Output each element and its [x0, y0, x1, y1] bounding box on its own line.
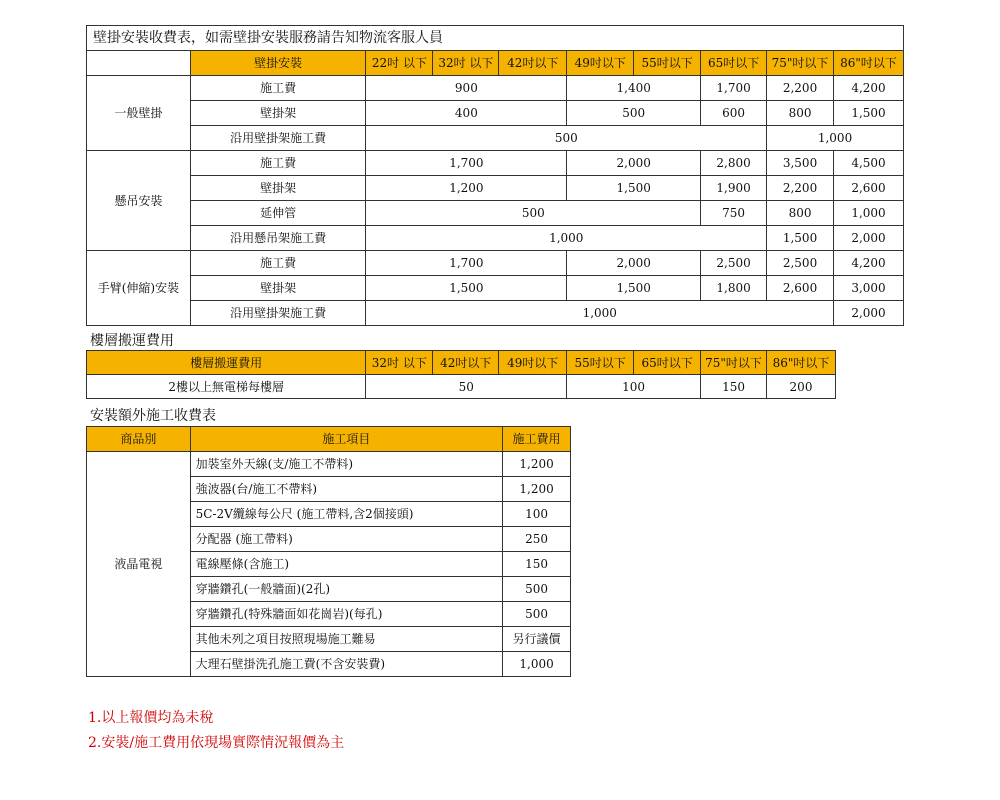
category-cell: 手臂(伸縮)安裝: [87, 251, 191, 326]
table-row: [87, 452, 571, 477]
value-cell: 1,500: [567, 176, 701, 201]
table-row: [87, 76, 904, 101]
value-cell: 1,200: [503, 477, 571, 502]
value-cell: 600: [701, 101, 767, 126]
wall-table-title: 壁掛安裝收費表，如需壁掛安裝服務請告知物流客服人員: [87, 26, 904, 51]
header-cell: 商品別: [87, 427, 191, 452]
value-cell: 另行議價: [503, 627, 571, 652]
value-cell: 1,000: [366, 226, 767, 251]
item-label: 大理石壁掛洗孔施工費(不含安裝費): [190, 652, 502, 677]
extra-table-header: [87, 427, 571, 452]
value-cell: 2,500: [767, 251, 834, 276]
value-cell: 2,500: [701, 251, 767, 276]
value-cell: 4,500: [834, 151, 904, 176]
header-cell: 壁掛安裝: [190, 51, 366, 76]
value-cell: 500: [503, 602, 571, 627]
header-cell: 49吋以下: [567, 51, 634, 76]
value-cell: 500: [366, 201, 701, 226]
note-pricing: 2.安裝/施工費用依現場實際情況報價為主: [88, 735, 345, 751]
category-cell: 一般壁掛: [87, 76, 191, 151]
item-label: 壁掛架: [190, 101, 366, 126]
item-label: 穿牆鑽孔(特殊牆面如花崗岩)(每孔): [190, 602, 502, 627]
value-cell: 1,200: [503, 452, 571, 477]
table-row: [87, 301, 904, 326]
header-cell: 86"吋以下: [767, 351, 836, 375]
extra-table-title: 安裝額外施工收費表: [90, 408, 216, 424]
item-label: 分配器 (施工帶料): [190, 527, 502, 552]
table-row: [87, 375, 836, 399]
value-cell: 150: [503, 552, 571, 577]
value-cell: 1,500: [366, 276, 567, 301]
table-row: [87, 151, 904, 176]
value-cell: 1,000: [503, 652, 571, 677]
floor-table-header: [87, 351, 836, 375]
value-cell: 1,000: [834, 201, 904, 226]
value-cell: 2,200: [767, 176, 834, 201]
value-cell: 500: [567, 101, 701, 126]
wall-table-header: [87, 51, 904, 76]
header-cell: 42吋以下: [499, 51, 567, 76]
item-label: 沿用壁掛架施工費: [190, 126, 366, 151]
category-cell: 液晶電視: [87, 452, 191, 677]
item-label: 穿牆鑽孔(一般牆面)(2孔): [190, 577, 502, 602]
value-cell: 500: [366, 126, 767, 151]
blank-cell: [87, 51, 191, 76]
value-cell: 2,200: [767, 76, 834, 101]
value-cell: 2,000: [567, 251, 701, 276]
header-cell: 32吋 以下: [433, 51, 499, 76]
item-label: 加裝室外天線(支/施工不帶料): [190, 452, 502, 477]
header-cell: 32吋 以下: [366, 351, 433, 375]
header-cell: 75"吋以下: [767, 51, 834, 76]
table-row: [87, 226, 904, 251]
value-cell: 50: [366, 375, 567, 399]
item-label: 施工費: [190, 76, 366, 101]
value-cell: 2,600: [834, 176, 904, 201]
header-cell: 施工項目: [190, 427, 502, 452]
header-cell: 86"吋以下: [834, 51, 904, 76]
value-cell: 3,500: [767, 151, 834, 176]
item-label: 5C-2V纜線每公尺 (施工帶料,含2個接頭): [190, 502, 502, 527]
value-cell: 2,600: [767, 276, 834, 301]
value-cell: 1,800: [701, 276, 767, 301]
value-cell: 2,000: [834, 226, 904, 251]
value-cell: 1,900: [701, 176, 767, 201]
item-label: 2樓以上無電梯每樓層: [87, 375, 366, 399]
item-label: 其他未列之項目按照現場施工難易: [190, 627, 502, 652]
item-label: 沿用懸吊架施工費: [190, 226, 366, 251]
header-cell: 42吋以下: [433, 351, 499, 375]
wall-mount-fee-table: [86, 25, 904, 326]
table-row: [87, 126, 904, 151]
value-cell: 1,500: [767, 226, 834, 251]
value-cell: 1,000: [767, 126, 904, 151]
header-cell: 49吋以下: [499, 351, 567, 375]
value-cell: 3,000: [834, 276, 904, 301]
item-label: 電線壓條(含施工): [190, 552, 502, 577]
value-cell: 2,000: [567, 151, 701, 176]
value-cell: 1,400: [567, 76, 701, 101]
item-label: 強波器(台/施工不帶料): [190, 477, 502, 502]
value-cell: 400: [366, 101, 567, 126]
value-cell: 100: [503, 502, 571, 527]
header-cell: 75"吋以下: [701, 351, 767, 375]
item-label: 施工費: [190, 151, 366, 176]
value-cell: 1,200: [366, 176, 567, 201]
extra-work-fee-table: [86, 426, 571, 677]
header-cell: 樓層搬運費用: [87, 351, 366, 375]
value-cell: 900: [366, 76, 567, 101]
table-row: [87, 176, 904, 201]
value-cell: 2,800: [701, 151, 767, 176]
value-cell: 800: [767, 101, 834, 126]
value-cell: 200: [767, 375, 836, 399]
value-cell: 4,200: [834, 76, 904, 101]
value-cell: 2,000: [834, 301, 904, 326]
value-cell: 1,500: [834, 101, 904, 126]
table-row: [87, 276, 904, 301]
value-cell: 250: [503, 527, 571, 552]
value-cell: 800: [767, 201, 834, 226]
header-cell: 22吋 以下: [366, 51, 433, 76]
value-cell: 1,500: [567, 276, 701, 301]
item-label: 壁掛架: [190, 276, 366, 301]
table-row: [87, 101, 904, 126]
value-cell: 1,700: [366, 151, 567, 176]
item-label: 壁掛架: [190, 176, 366, 201]
item-label: 延伸管: [190, 201, 366, 226]
floor-carry-fee-table: [86, 350, 836, 399]
table-row: [87, 201, 904, 226]
value-cell: 1,700: [366, 251, 567, 276]
table-row: [87, 251, 904, 276]
header-cell: 施工費用: [503, 427, 571, 452]
floor-table-title: 樓層搬運費用: [90, 333, 174, 349]
value-cell: 1,700: [701, 76, 767, 101]
header-cell: 65吋以下: [701, 51, 767, 76]
item-label: 沿用壁掛架施工費: [190, 301, 366, 326]
header-cell: 65吋以下: [634, 351, 701, 375]
value-cell: 500: [503, 577, 571, 602]
header-cell: 55吋以下: [567, 351, 634, 375]
value-cell: 1,000: [366, 301, 834, 326]
note-tax: 1.以上報價均為未稅: [88, 710, 214, 726]
value-cell: 100: [567, 375, 701, 399]
value-cell: 150: [701, 375, 767, 399]
category-cell: 懸吊安裝: [87, 151, 191, 251]
value-cell: 4,200: [834, 251, 904, 276]
header-cell: 55吋以下: [634, 51, 701, 76]
value-cell: 750: [701, 201, 767, 226]
item-label: 施工費: [190, 251, 366, 276]
